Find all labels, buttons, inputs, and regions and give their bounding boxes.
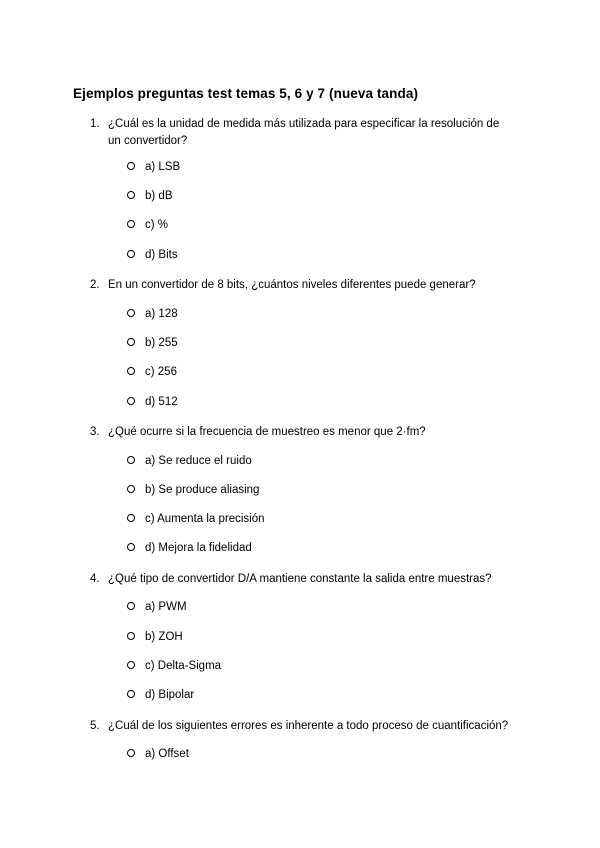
option-label: d) 512 — [145, 396, 178, 408]
circle-bullet-icon — [127, 485, 135, 493]
option-4b — [127, 630, 183, 644]
option-label: a) Offset — [145, 748, 189, 760]
circle-bullet-icon — [127, 690, 135, 698]
circle-bullet-icon — [127, 661, 135, 669]
option-3a — [127, 454, 252, 468]
option-label: a) 128 — [145, 308, 178, 320]
option-label: b) dB — [145, 190, 173, 202]
option-label: b) ZOH — [145, 631, 183, 643]
question-4 — [90, 571, 510, 588]
option-label: d) Bits — [145, 249, 178, 261]
circle-bullet-icon — [127, 602, 135, 610]
circle-bullet-icon — [127, 191, 135, 199]
option-4a — [127, 600, 187, 614]
question-3 — [90, 424, 510, 441]
option-5a — [127, 747, 189, 761]
option-label: c) Delta-Sigma — [145, 660, 222, 672]
option-3c — [127, 512, 265, 526]
option-label: c) % — [145, 219, 168, 231]
circle-bullet-icon — [127, 632, 135, 640]
circle-bullet-icon — [127, 749, 135, 757]
option-4d — [127, 688, 194, 702]
option-2b — [127, 336, 178, 350]
question-2 — [90, 277, 510, 294]
question-5 — [90, 718, 510, 735]
option-label: b) Se produce aliasing — [145, 484, 260, 496]
circle-bullet-icon — [127, 397, 135, 405]
circle-bullet-icon — [127, 162, 135, 170]
option-2a — [127, 307, 178, 321]
option-1c — [127, 218, 168, 232]
option-label: a) Se reduce el ruido — [145, 455, 252, 467]
question-text: En un convertidor de 8 bits, ¿cuántos niveles diferentes puede generar? — [108, 279, 476, 291]
question-text: ¿Cuál de los siguientes errores es inherente a todo proceso de cuantificación? — [108, 720, 509, 732]
option-label: c) Aumenta la precisión — [145, 513, 265, 525]
option-label: d) Mejora la fidelidad — [145, 542, 252, 554]
circle-bullet-icon — [127, 309, 135, 317]
circle-bullet-icon — [127, 220, 135, 228]
question-text: ¿Qué tipo de convertidor D/A mantiene constante la salida entre muestras? — [108, 573, 492, 585]
circle-bullet-icon — [127, 543, 135, 551]
option-3d — [127, 541, 252, 555]
circle-bullet-icon — [127, 456, 135, 464]
circle-bullet-icon — [127, 367, 135, 375]
circle-bullet-icon — [127, 338, 135, 346]
question-text: ¿Cuál es la unidad de medida más utilizada para especificar la resolución de un convertidor? — [108, 118, 500, 147]
circle-bullet-icon — [127, 514, 135, 522]
option-3b — [127, 483, 259, 497]
question-1 — [90, 116, 510, 150]
question-number: 4. — [90, 573, 100, 585]
option-label: c) 256 — [145, 366, 177, 378]
option-4c — [127, 659, 221, 673]
question-number: 3. — [90, 426, 100, 438]
option-2c — [127, 365, 177, 379]
option-label: d) Bipolar — [145, 689, 195, 701]
page-title: Ejemplos preguntas test temas 5, 6 y 7 (nueva tanda) — [73, 86, 419, 101]
option-1a — [127, 160, 180, 174]
question-number: 1. — [90, 118, 100, 130]
option-1d — [127, 248, 178, 262]
question-number: 2. — [90, 279, 100, 291]
option-label: a) PWM — [145, 601, 187, 613]
question-number: 5. — [90, 720, 100, 732]
option-label: b) 255 — [145, 337, 178, 349]
option-2d — [127, 395, 178, 409]
circle-bullet-icon — [127, 250, 135, 258]
option-1b — [127, 189, 173, 203]
option-label: a) LSB — [145, 161, 181, 173]
question-text: ¿Qué ocurre si la frecuencia de muestreo es menor que 2·fm? — [108, 426, 426, 438]
